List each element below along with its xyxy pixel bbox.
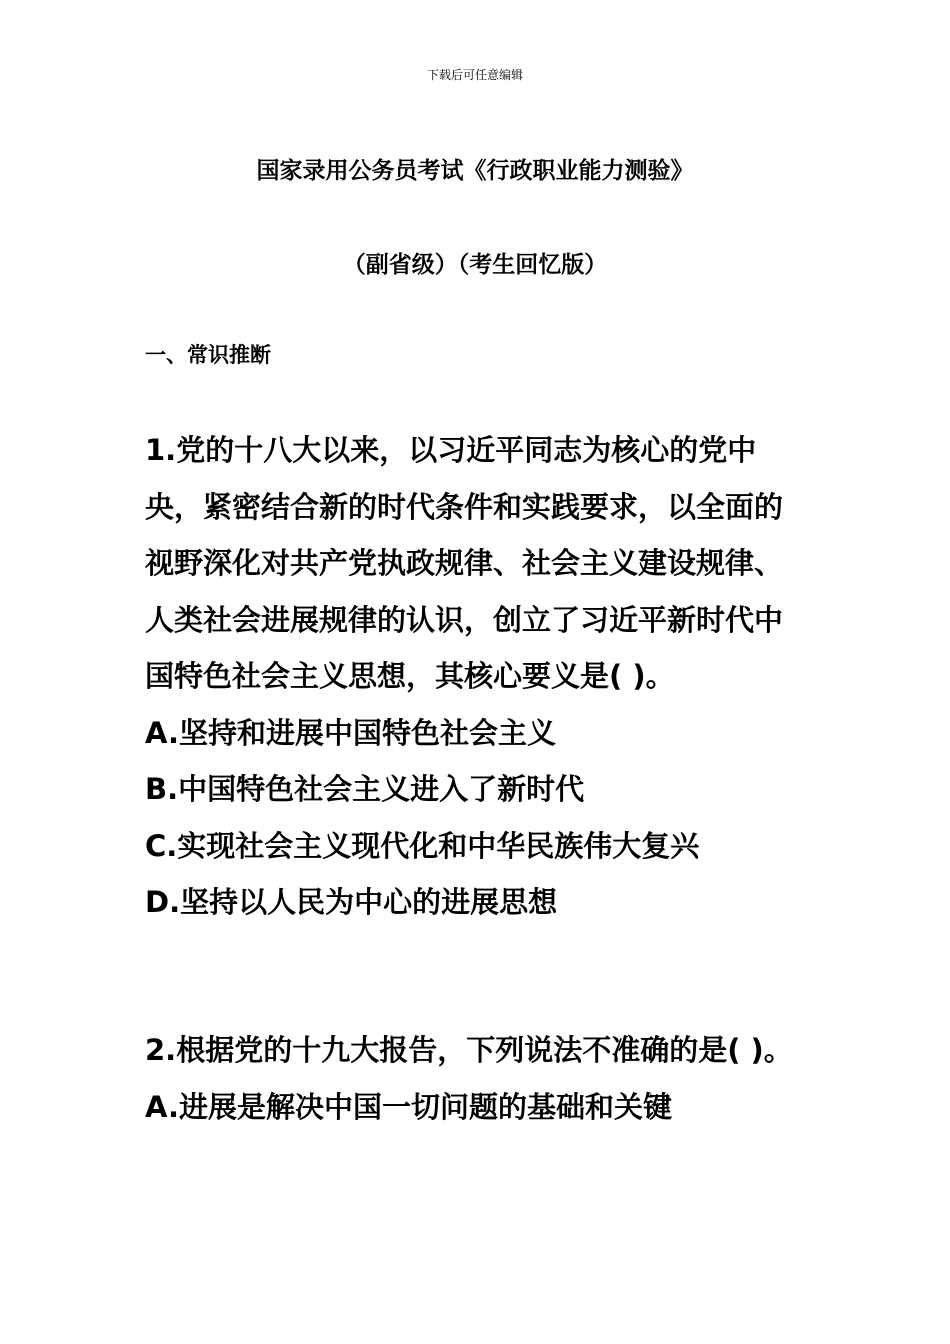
- option-b: B.中国特色社会主义进入了新时代: [145, 772, 585, 806]
- option-a: A.进展是解决中国一切问题的基础和关键: [145, 1089, 672, 1124]
- question-2: [145, 1022, 795, 1135]
- option-a: A.坚持和进展中国特色社会主义: [145, 715, 556, 750]
- option-c: C.实现社会主义现代化和中华民族伟大复兴: [145, 828, 700, 863]
- question-1: [145, 422, 795, 931]
- question-stem: 2.根据党的十九大报告，下列说法不准确的是( )。: [145, 1033, 793, 1067]
- option-d: D.坚持以人民为中心的进展思想: [145, 885, 558, 919]
- document-subtitle: （副省级）（考生回忆版）: [342, 252, 608, 278]
- section-heading: 一、常识推断: [145, 343, 271, 367]
- header-note: 下载后可任意编辑: [426, 68, 523, 82]
- question-stem: 1.党的十八大以来，以习近平同志为核心的党中央，紧密结合新的时代条件和实践要求，以全面的视野深化对共产党执政规律、社会主义建设规律、人类社会进展规律的认识，创立了习近平新时代中国特色社会主义思想，其核心要义是( )。: [145, 433, 784, 693]
- document-title: 国家录用公务员考试《行政职业能力测验》: [256, 158, 694, 184]
